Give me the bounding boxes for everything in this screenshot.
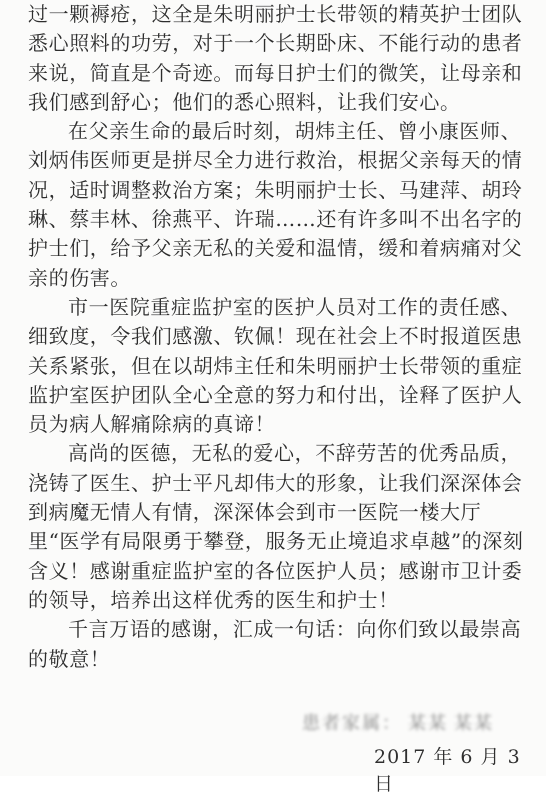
signature-name-1: 某某 — [408, 713, 448, 734]
paragraph-3: 市一医院重症监护室的医护人员对工作的责任感、细致度，令我们感激、钦佩！现在社会上不时报道医患关系紧张，但在以胡炜主任和朱明丽护士长带领的重症监护室医护团队全心全意的努力和付出，诠释了医护人员为病人解痛除病的真谛！ — [28, 294, 523, 437]
signature-name-2: 某某 — [454, 713, 494, 734]
blurred-signature — [302, 711, 516, 733]
letter-body — [28, 0, 528, 674]
paragraph-4: 高尚的医德，无私的爱心，不辞劳苦的优秀品质，浇铸了医生、护士平凡却伟大的形象，让我们深深体会到病魔无情人有情，深深体会到市一医院一楼大厅里“医学有局限勇于攀登，服务无止境追求卓越”的深刻含义！感谢重症监护室的各位医护人员；感谢市卫计委的领导，培养出这样优秀的医生和护士！ — [28, 441, 524, 612]
letter-date: 2017 年 6 月 3 日 — [374, 746, 521, 795]
paragraph-1: 过一颗褥疮，这全是朱明丽护士长带领的精英护士团队悉心照料的功劳，对于一个长期卧床、不能行动的患者来说，简直是个奇迹。而每日护士们的微笑，让母亲和我们感到舒心；他们的悉心照料，让我们安心。 — [28, 2, 523, 114]
paragraph-5: 千言万语的感谢，汇成一句话：向你们致以最崇高的敬意！ — [28, 617, 522, 671]
signature-label: 患者家属： — [302, 713, 402, 734]
paragraph-2: 在父亲生命的最后时刻，胡炜主任、曾小康医师、刘炳伟医师更是拼尽全力进行救治，根据父亲每天的情况，适时调整救治方案；朱明丽护士长、马建萍、胡玲琳、蔡丰林、徐燕平、许瑞……还有许多叫不出名字的护士们，给予父亲无私的关爱和温情，缓和着病痛对父亲的伤害。 — [28, 119, 523, 290]
